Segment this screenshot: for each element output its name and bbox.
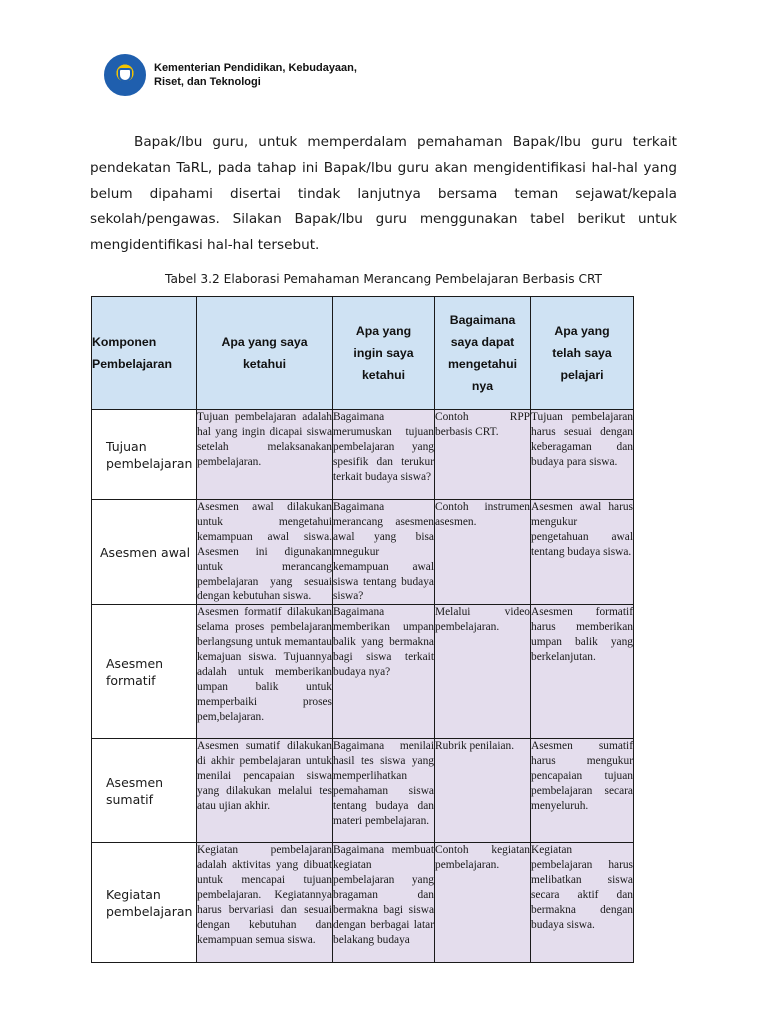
elaboration-table [91, 296, 634, 963]
table-row [92, 500, 634, 605]
component-cell: Tujuan pembelajaran [92, 410, 197, 500]
header-bagaimana: Bagaimana saya dapat mengetahui nya [435, 297, 531, 410]
intro-paragraph: Bapak/Ibu guru, untuk memperdalam pemahaman Bapak/Ibu guru terkait pendekatan TaRL, pada tahap ini Bapak/Ibu guru akan mengidentifikasi hal-hal yang belum dipahami disertai tindak lanjutnya bersama teman sejawat/kepala sekolah/pengawas. Silakan Bapak/Ibu guru menggunakan tabel berikut untuk mengidentifikasi hal-hal tersebut. [90, 134, 677, 254]
table-row [92, 605, 634, 739]
table-cell: Kegiatan pembelajaran harus melibatkan siswa secara aktif dan bermakna dengan budaya siswa. [531, 843, 634, 963]
ministry-name-line1: Kementerian Pendidikan, Kebudayaan, [154, 62, 357, 74]
table-cell: Bagaimana membuat kegiatan pembelajaran yang bragaman dan bermakna bagi siswa dengan berbagai latar belakang budaya [333, 843, 435, 963]
table-cell: Asesmen awal dilakukan untuk mengetahui kemampuan awal siswa. Asesmen ini digunakan untuk merancang pembelajaran yang sesuai dengan kebutuhan siswa. [197, 500, 333, 605]
table-cell: Bagaimana memberikan umpan balik yang bermakna bagi siswa terkait budaya nya? [333, 605, 435, 739]
table-cell: Melalui video pembelajaran. [435, 605, 531, 739]
table-cell: Asesmen formatif harus memberikan umpan balik yang berkelanjutan. [531, 605, 634, 739]
table-cell: Contoh RPP berbasis CRT. [435, 410, 531, 500]
table-cell: Bagaimana menilai hasil tes siswa yang memperlihatkan pemahaman siswa tentang budaya dan materi pembelajaran. [333, 739, 435, 843]
table-row [92, 410, 634, 500]
table-cell: Contoh kegiatan pembelajaran. [435, 843, 531, 963]
table-cell: Asesmen sumatif dilakukan di akhir pembelajaran untuk menilai pencapaian siswa yang dilakukan melalui tes atau ujian akhir. [197, 739, 333, 843]
header-ketahui: Apa yang saya ketahui [197, 297, 333, 410]
ministry-logo-icon [104, 54, 146, 96]
table-row [92, 843, 634, 963]
component-cell: Kegiatan pembelajaran [92, 843, 197, 963]
ministry-name [154, 61, 357, 89]
header-pelajari: Apa yang telah saya pelajari [531, 297, 634, 410]
component-cell: Asesmen awal [92, 500, 197, 605]
ministry-name-line2: Riset, dan Teknologi [154, 76, 261, 88]
table-cell: Asesmen formatif dilakukan selama proses pembelajaran berlangsung untuk memantau kemajuan siswa. Tujuannya adalah untuk memberikan umpan balik untuk memperbaiki proses pem,belajaran. [197, 605, 333, 739]
table-cell: Bagaimana merumuskan tujuan pembelajaran yang spesifik dan terukur terkait budaya siswa? [333, 410, 435, 500]
table-row [92, 739, 634, 843]
table-cell: Tujuan pembelajaran harus sesuai dengan keberagaman dan budaya para siswa. [531, 410, 634, 500]
header-ingin: Apa yang ingin saya ketahui [333, 297, 435, 410]
component-cell: Asesmen formatif [92, 605, 197, 739]
component-cell: Asesmen sumatif [92, 739, 197, 843]
header-komponen: Komponen Pembelajaran [92, 297, 197, 410]
table-cell: Asesmen sumatif harus mengukur pencapaian tujuan pembelajaran secara menyeluruh. [531, 739, 634, 843]
table-cell: Bagaimana merancang asesmen awal yang bisa mnegukur kemampuan awal siswa tentang budaya siswa? [333, 500, 435, 605]
table-cell: Rubrik penilaian. [435, 739, 531, 843]
table-caption: Tabel 3.2 Elaborasi Pemahaman Merancang Pembelajaran Berbasis CRT [165, 272, 602, 286]
table-cell: Contoh instrumen asesmen. [435, 500, 531, 605]
table-cell: Kegiatan pembelajaran adalah aktivitas yang dibuat untuk mencapai tujuan pembelajaran. Kegiatannya harus bervariasi dan sesuai dengan kebutuhan dan kemampuan semua siswa. [197, 843, 333, 963]
table-header-row [92, 297, 634, 410]
table-cell: Asesmen awal harus mengukur pengetahuan awal tentang budaya siswa. [531, 500, 634, 605]
table-cell: Tujuan pembelajaran adalah hal yang ingin dicapai siswa setelah melaksanakan pembelajaran. [197, 410, 333, 500]
header [104, 54, 357, 96]
